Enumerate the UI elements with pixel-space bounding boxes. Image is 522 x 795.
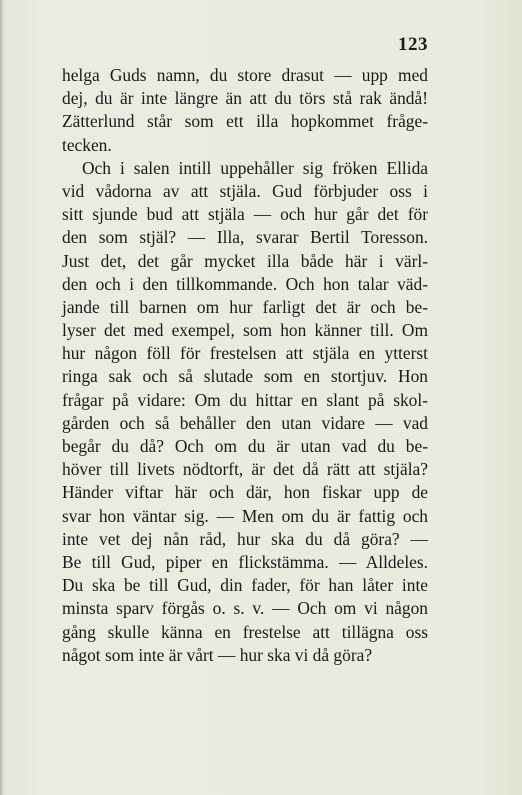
text-line: inte vet dej nån råd, hur ska du då göra? — <box>62 528 428 549</box>
text-line: Zätterlund står som ett illa hopkommet fråge- <box>62 111 428 132</box>
text-line: Händer viftar här och där, hon fiskar upp de <box>62 482 428 503</box>
text-line: gården och så behåller den utan vidare — vad <box>62 412 428 433</box>
text-line: sitt sjunde bud att stjäla — och hur går det för <box>62 204 428 225</box>
text-line: frågar på vidare: Om du hittar en slant på skol- <box>62 389 428 410</box>
text-line: minsta sparv förgås o. s. v. — Och om vi någon <box>62 598 428 619</box>
text-line: Just det, det går mycket illa både här i värl- <box>62 250 428 271</box>
spine-shadow <box>0 0 4 795</box>
text-line: tecken. <box>62 134 112 155</box>
text-line: Och i salen intill uppehåller sig fröken Ellida <box>82 157 428 178</box>
text-line: den och i den tillkommande. Och hon talar väd- <box>62 273 428 294</box>
text-line: gång skulle känna en frestelse att tillägna oss <box>62 621 428 642</box>
body-text <box>62 64 428 667</box>
text-line: begår du då? Och om du är utan vad du be- <box>62 436 428 456</box>
text-line: något som inte är vårt — hur ska vi då göra? <box>62 644 373 665</box>
text-line: dej, du är inte längre än att du törs stå rak ändå! <box>62 88 428 109</box>
text-line: helga Guds namn, du store drasut — upp med <box>62 65 428 85</box>
text-line: lyser det med exempel, som hon känner till. Om <box>62 320 428 341</box>
text-line: den som stjäl? — Illa, svarar Bertil Toresson. <box>62 227 428 248</box>
text-line: jande till barnen om hur farligt det är och be- <box>62 296 428 317</box>
text-line: Be till Gud, piper en flickstämma. — Alldeles. <box>62 551 428 572</box>
text-line: höver till livets nödtorft, är det då rätt att stjäla? <box>62 459 428 480</box>
text-line: hur någon föll för frestelsen att stjäla en ytterst <box>62 343 428 364</box>
text-line: Du ska be till Gud, din fader, för han låter inte <box>62 575 428 596</box>
text-line: ringa sak och så slutade som en stortjuv. Hon <box>62 366 428 387</box>
text-line: vid vådorna av att stjäla. Gud förbjuder oss i <box>62 180 428 201</box>
text-line: svar hon väntar sig. — Men om du är fattig och <box>62 505 428 526</box>
page-number: 123 <box>398 34 428 55</box>
